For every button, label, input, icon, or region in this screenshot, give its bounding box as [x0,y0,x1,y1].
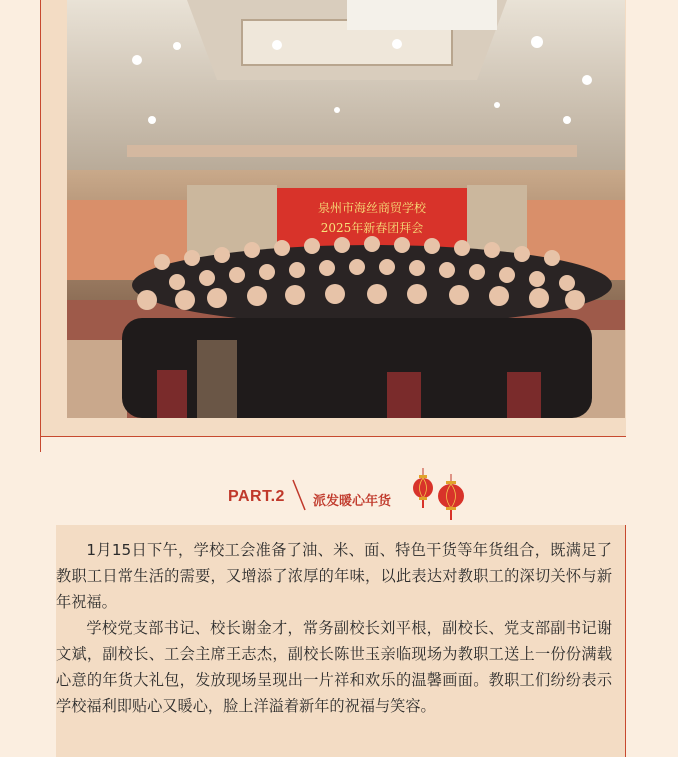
group-photo[interactable] [67,0,625,418]
slash-divider-icon [291,478,307,512]
decorative-rule [40,0,41,452]
part-label: PART.2 [228,488,285,505]
decorative-rule [625,525,626,757]
banner-line-2: 2025年新春团拜会 [320,221,424,235]
group-photo-illustration [67,0,625,418]
section-heading [0,468,678,518]
banner-line-1: 泉州市海丝商贸学校 [317,201,427,215]
article-paragraph: 1月15日下午，学校工会准备了油、米、面、特色干货等年货组合，既满足了教职工日常生活的需要，又增添了浓厚的年味，以此表达对教职工的深切关怀与新年祝福。 [56,541,612,611]
article-body [56,537,612,719]
photo-card [40,0,626,436]
section-title: 派发暖心年货 [313,494,392,509]
article-paragraph: 学校党支部书记、校长谢金才，常务副校长刘平根，副校长、党支部副书记谢文斌，副校长、工会主席王志杰，副校长陈世玉亲临现场为教职工送上一份份满载心意的年货大礼包，发放现场呈现出一片祥和欢乐的温馨画面。教职工们纷纷表示学校福利即贴心又暖心，脸上洋溢着新年的祝福与笑容。 [56,619,612,715]
lantern-icon [437,474,465,520]
article-card [56,525,626,757]
lantern-icon [412,468,434,508]
decorative-rule [40,436,626,437]
